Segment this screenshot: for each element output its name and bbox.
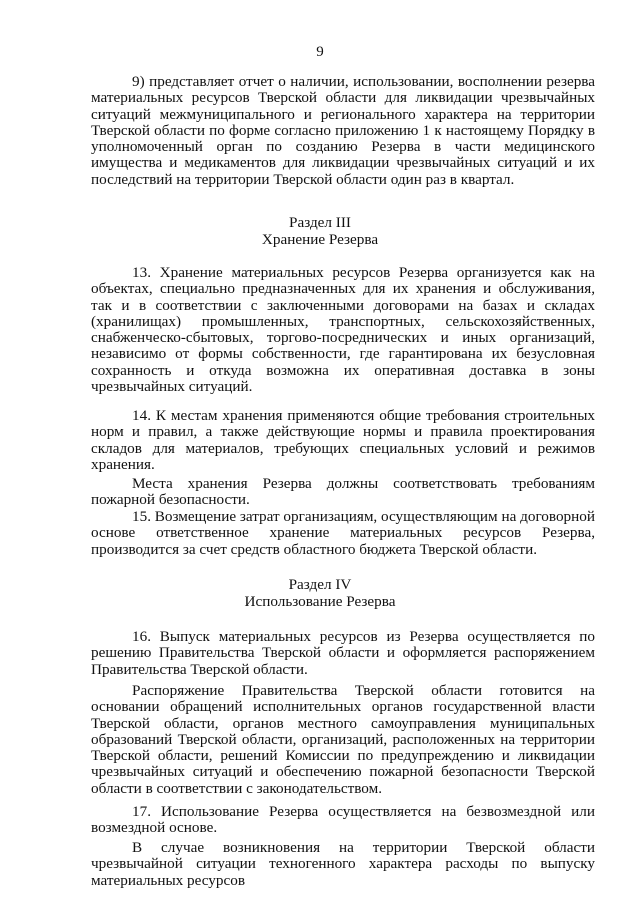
paragraph-17: 17. Использование Резерва осуществляется на безвозмездной или возмездной основе.: [91, 803, 595, 837]
paragraph-14: 14. К местам хранения применяются общие требования строительных норм и правил, а также действующие нормы и правила проектирования складов для материалов, требующих специальных условий и режимов хранения.: [91, 407, 595, 473]
section-3-number: Раздел III: [289, 214, 351, 231]
page-number: 9: [316, 44, 324, 60]
section-4-number: Раздел IV: [288, 576, 352, 593]
paragraph-16: 16. Выпуск материальных ресурсов из Резерва осуществляется по решению Правительства Тверской области и оформляется распоряжением Правительства Тверской области.: [91, 628, 595, 678]
section-3-title: Хранение Резерва: [261, 231, 379, 248]
paragraph-15: 15. Возмещение затрат организациям, осуществляющим на договорной основе ответственное хранение материальных ресурсов Резерва, производится за счет средств областного бюджета Тверской области.: [91, 508, 595, 558]
paragraph-14-fire-safety: Места хранения Резерва должны соответствовать требованиям пожарной безопасности.: [91, 475, 595, 509]
paragraph-13: 13. Хранение материальных ресурсов Резерва организуется как на объектах, специально предназначенных для их хранения и обслуживания, так и в соответствии с заключенными договорами на базах и складах (хранилищах) промышленных, транспортных, сельскохозяйственных, снабженческо-сбытовых, торгово-посреднических и иных организаций, независимо от формы собственности, где гарантирована их безусловная сохранность и откуда возможна их оперативная доставка в зоны чрезвычайных ситуаций.: [91, 264, 595, 396]
section-4-title: Использование Резерва: [244, 593, 396, 610]
paragraph-9: 9) представляет отчет о наличии, использовании, восполнении резерва материальных ресурсов Тверской области для ликвидации чрезвычайных ситуаций межмуниципального и регионального характера на территории Тверской области по форме согласно приложению 1 к настоящему Порядку в уполномоченный орган по созданию Резерва в части медицинского имущества и медикаментов для ликвидации чрезвычайных ситуаций и их последствий на территории Тверской области один раз в квартал.: [91, 73, 595, 188]
paragraph-17-emergency: В случае возникновения на территории Тверской области чрезвычайной ситуации техногенного характера расходы по выпуску материальных ресурсов: [91, 839, 595, 889]
paragraph-16-order: Распоряжение Правительства Тверской области готовится на основании обращений исполнительных органов государственной власти Тверской области, органов местного самоуправления муниципальных образований Тверской области, организаций, расположенных на территории Тверской области, решений Комиссии по предупреждению и ликвидации чрезвычайных ситуаций и обеспечению пожарной безопасности Тверской области в соответствии с законодательством.: [91, 682, 595, 797]
